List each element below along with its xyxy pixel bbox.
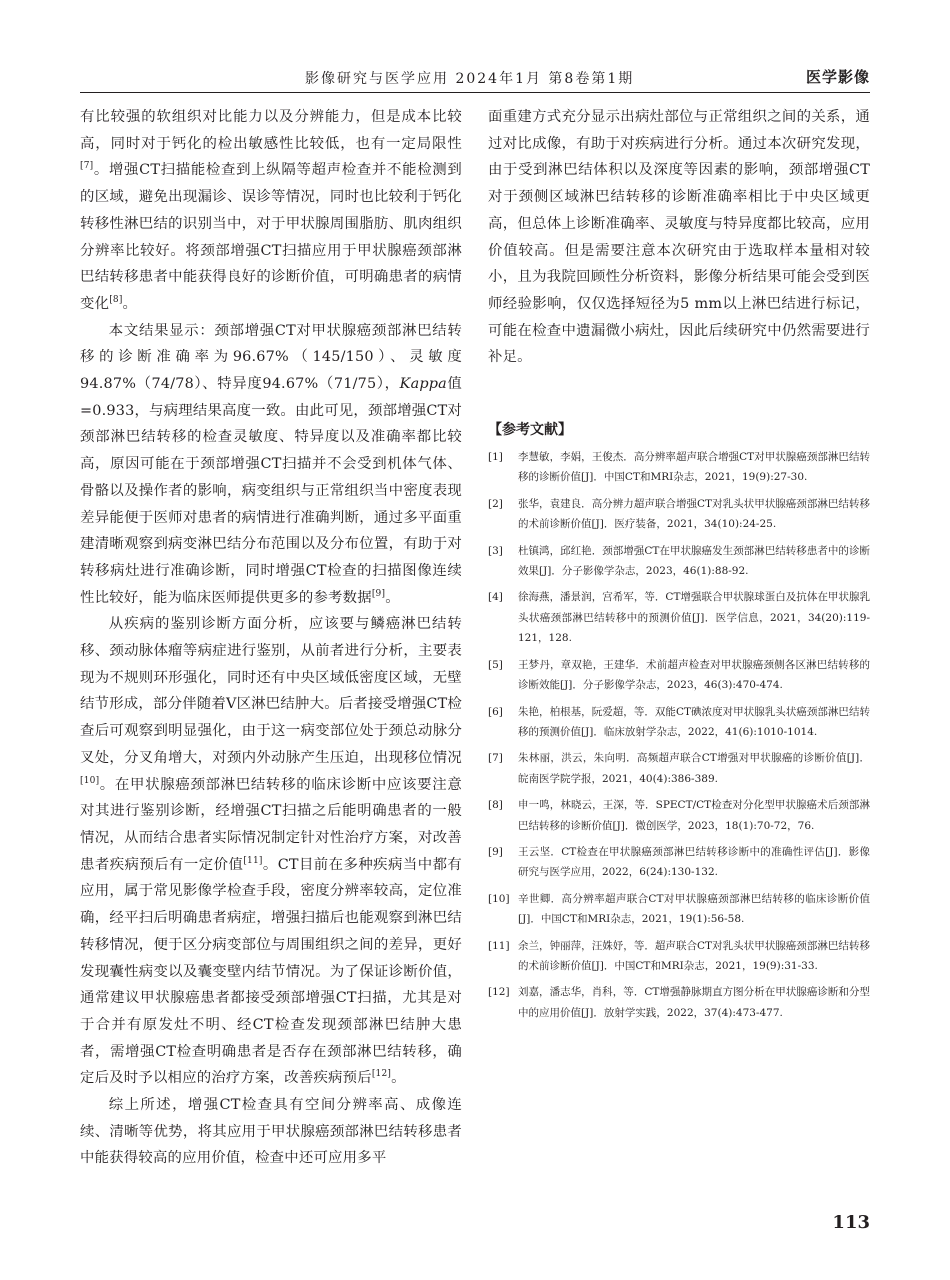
reference-item: [488, 889, 870, 930]
reference-number: [8]: [488, 799, 503, 812]
paragraph-4: 综上所述，增强CT检查具有空间分辨率高、成像连续、清晰等优势，将其应用于甲状腺癌颈部淋巴结转移患者中能获得较高的应用价值，检查中还可应用多平: [80, 1097, 462, 1167]
citation: [11]: [243, 855, 263, 866]
reference-number: [12]: [488, 986, 510, 999]
citation: [12]: [371, 1069, 392, 1080]
citation: [7]: [80, 161, 94, 172]
references-list: [488, 447, 870, 1023]
reference-text: 李慧敏，李娟，王俊杰．高分辨率超声联合增强CT对甲状腺癌颈部淋巴结转移的诊断价值[J]．中国CT和MRI杂志，2021，19(9):27-30.: [518, 451, 870, 484]
reference-item: [488, 494, 870, 535]
right-column: [488, 104, 870, 1029]
paragraph-1: 有比较强的软组织对比能力以及分辨能力，但是成本比较高，同时对于钙化的检出敏感性比较低，也有一定局限性[7]。增强CT扫描能检查到上纵隔等超声检查并不能检测到的区域，避免出现漏诊、误诊等情况，同时也比较利于钙化转移性淋巴结的识别当中，对于甲状腺周围脂肪、肌肉组织分辨率比较好。将颈部增强CT扫描应用于甲状腺癌颈部淋巴结转移患者中能获得良好的诊断价值，可明确患者的病情变化[8]。: [80, 109, 462, 312]
reference-text: 朱林丽，洪云，朱向明．高频超声联合CT增强对甲状腺癌的诊断价值[J]．皖南医学院学报，2021，40(4):386-389.: [518, 752, 870, 785]
reference-item: [488, 936, 870, 977]
reference-item: [488, 748, 870, 789]
reference-number: [7]: [488, 752, 503, 765]
reference-item: [488, 795, 870, 836]
reference-text: 徐海燕，潘景润，宫希军，等．CT增强联合甲状腺球蛋白及抗体在甲状腺乳头状癌颈部淋巴结转移中的预测价值[J]．医学信息，2021，34(20):119-121，128.: [518, 591, 870, 645]
reference-text: 余兰，钟丽萍，汪姝妤，等．超声联合CT对乳头状甲状腺癌颈部淋巴结转移的术前诊断价值[J]．中国CT和MRI杂志，2021，19(9):31-33.: [518, 939, 870, 972]
reference-text: 张华，袁建良．高分辨力超声联合增强CT对乳头状甲状腺癌颈部淋巴结转移的术前诊断价值[J]．医疗装备，2021，34(10):24-25.: [518, 497, 870, 531]
reference-item: [488, 842, 870, 883]
paragraph-5: 面重建方式充分显示出病灶部位与正常组织之间的关系，通过对比成像，有助于对疾病进行分析。通过本次研究发现，由于受到淋巴结体积以及深度等因素的影响，颈部增强CT对于颈侧区域淋巴结转移的诊断准确率相比于中央区域更高，但总体上诊断准确率、灵敏度与特异度都比较高，应用价值较高。但是需要注意本次研究由于选取样本量相对较小，且为我院回顾性分析资料，影像分析结果可能会受到医师经验影响，仅仅选择短径为5 mm以上淋巴结进行标记，可能在检查中遗漏微小病灶，因此后续研究中仍然需要进行补足。: [488, 109, 870, 366]
reference-text: 辛世卿．高分辨率超声联合CT对甲状腺癌颈部淋巴结转移的临床诊断价值[J]．中国CT和MRI杂志，2021，19(1):56-58.: [518, 892, 870, 926]
reference-item: [488, 702, 870, 743]
journal-title: 影像研究与医学应用 2024年1月 第8卷第1期: [305, 71, 635, 87]
reference-text: 王云坚．CT检查在甲状腺癌颈部淋巴结转移诊断中的准确性评估[J]．影像研究与医学应用，2022，6(24):130-132.: [518, 845, 870, 879]
reference-number: [4]: [488, 591, 503, 604]
paragraph-2: 本文结果显示：颈部增强CT对甲状腺癌颈部淋巴结转移的诊断准确率为96.67%（145/150）、灵敏度94.87%（74/78）、特异度94.67%（71/75），Kappa值=0.933，与病理结果高度一致。由此可见，颈部增强CT对颈部淋巴结转移的检查灵敏度、特异度以及准确率都比较高，原因可能在于颈部增强CT扫描并不会受到机体气体、骨骼以及操作者的影响，病变组织与正常组织当中密度表现差异能便于医师对患者的病情进行准确判断，通过多平面重建清晰观察到病变淋巴结分布范围以及分布位置，有助于对转移病灶进行准确诊断，同时增强CT检查的扫描图像连续性比较好，能为临床医师提供更多的参考数据[9]。: [80, 322, 462, 606]
reference-item: [488, 541, 870, 582]
reference-item: [488, 655, 870, 696]
reference-number: [3]: [488, 544, 503, 557]
left-column: [80, 104, 462, 1172]
reference-item: [488, 982, 870, 1023]
reference-text: 王梦丹，章双艳，王建华．术前超声检查对甲状腺癌颈侧各区淋巴结转移的诊断效能[J]．分子影像学杂志，2023，46(3):470-474.: [518, 658, 870, 692]
reference-number: [9]: [488, 845, 503, 858]
reference-number: [2]: [488, 497, 503, 510]
reference-item: [488, 447, 870, 488]
reference-text: 杜镇鸿，邱红艳．颈部增强CT在甲状腺癌发生颈部淋巴结转移患者中的诊断效果[J]．分子影像学杂志，2023，46(1):88-92.: [518, 544, 870, 578]
reference-text: 刘嘉，潘志华，肖科，等．CT增强静脉期直方图分析在甲状腺癌诊断和分型中的应用价值[J]．放射学实践，2022，37(4):473-477.: [518, 986, 870, 1019]
page-header: [80, 64, 870, 93]
section-title: 医学影像: [805, 68, 870, 86]
reference-number: [10]: [488, 892, 510, 905]
reference-number: [5]: [488, 658, 503, 671]
reference-number: [6]: [488, 705, 503, 718]
page-number: 113: [832, 1212, 870, 1233]
reference-number: [1]: [488, 451, 503, 464]
reference-item: [488, 587, 870, 648]
references-title: 【参考文献】: [488, 422, 572, 439]
paragraph-3: 从疾病的鉴别诊断方面分析，应该要与鳞癌淋巴结转移、颈动脉体瘤等病症进行鉴别，从前者进行分析，主要表现为不规则环形强化，同时还有中央区域低密度区域，无壁结节形成，部分伴随着Ⅴ区淋巴结肿大。后者接受增强CT检查后可观察到明显强化，由于这一病变部位处于颈总动脉分叉处，分叉角增大，对颈内外动脉产生压迫，出现移位情况[10]。在甲状腺癌颈部淋巴结转移的临床诊断中应该要注意对其进行鉴别诊断，经增强CT扫描之后能明确患者的一般情况，从而结合患者实际情况制定针对性治疗方案，对改善患者疾病预后有一定价值[11]。CT目前在多种疾病当中都有应用，属于常见影像学检查手段，密度分辨率较高，定位准确，经平扫后明确患者病症，增强扫描后也能观察到淋巴结转移情况，便于区分病变部位与周围组织之间的差异，更好发现囊性病变以及囊变壁内结节情况。为了保证诊断价值，通常建议甲状腺癌患者都接受颈部增强CT扫描，尤其是对于合并有原发灶不明、经CT检查发现颈部淋巴结肿大患者，需增强CT检查明确患者是否存在颈部淋巴结转移，确定后及时予以相应的治疗方案，改善疾病预后[12]。: [80, 616, 463, 1087]
reference-number: [11]: [488, 939, 510, 952]
reference-text: 朱艳，柏根基，阮爱超，等．双能CT碘浓度对甲状腺乳头状癌颈部淋巴结转移的预测价值[J]．临床放射学杂志，2022，41(6):1010-1014.: [518, 705, 870, 738]
kappa-term: Kappa: [399, 376, 447, 393]
reference-text: 申一鸣，林晓云，王深，等．SPECT/CT检查对分化型甲状腺癌术后颈部淋巴结转移的诊断价值[J]．微创医学，2023，18(1):70-72，76.: [518, 799, 870, 832]
citation: [10]: [80, 775, 100, 786]
citation: [9]: [371, 588, 386, 599]
citation: [8]: [109, 295, 123, 306]
